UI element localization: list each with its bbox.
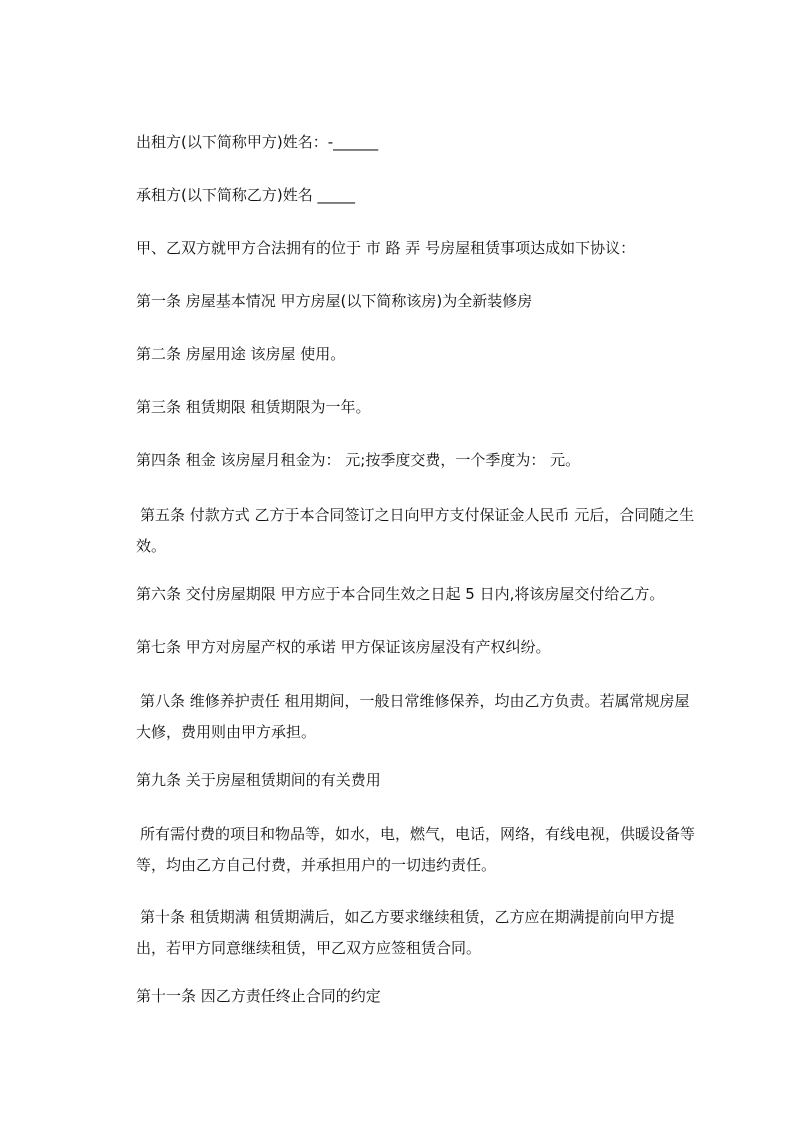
lessor-name-line: 出租方(以下简称甲方)姓名：-______ [136,133,379,151]
lessee-name-line: 承租方(以下简称乙方)姓名 _____ [136,186,355,204]
article-10: 第十条 租赁期满 租赁期满后，如乙方要求继续租赁，乙方应在期满提前向甲方提出，若甲方同意继续租赁，甲乙双方应签租赁合同。 [136,908,675,957]
article-7: 第七条 甲方对房屋产权的承诺 甲方保证该房屋没有产权纠纷。 [136,638,551,656]
article-3: 第三条 租赁期限 租赁期限为一年。 [136,398,371,416]
article-5: 第五条 付款方式 乙方于本合同签订之日向甲方支付保证金人民币 元后，合同随之生效。 [136,506,695,555]
article-9-body: 所有需付费的项目和物品等，如水，电，燃气，电话，网络，有线电视，供暖设备等等，均由乙方自己付费，并承担用户的一切违约责任。 [136,825,696,874]
article-11: 第十一条 因乙方责任终止合同的约定 [136,987,381,1005]
article-2: 第二条 房屋用途 该房屋 使用。 [136,345,346,363]
article-1: 第一条 房屋基本情况 甲方房屋(以下简称该房)为全新装修房 [136,292,533,310]
article-9: 第九条 关于房屋租赁期间的有关费用 [136,771,381,789]
agreement-intro: 甲、乙双方就甲方合法拥有的位于 市 路 弄 号房屋租赁事项达成如下协议： [136,239,636,257]
article-6: 第六条 交付房屋期限 甲方应于本合同生效之日起 5 日内,将该房屋交付给乙方。 [136,585,665,603]
article-8: 第八条 维修养护责任 租用期间，一般日常维修保养，均由乙方负责。若属常规房屋大修，费用则由甲方承担。 [136,692,690,741]
article-4: 第四条 租金 该房屋月租金为： 元;按季度交费，一个季度为： 元。 [136,451,581,469]
